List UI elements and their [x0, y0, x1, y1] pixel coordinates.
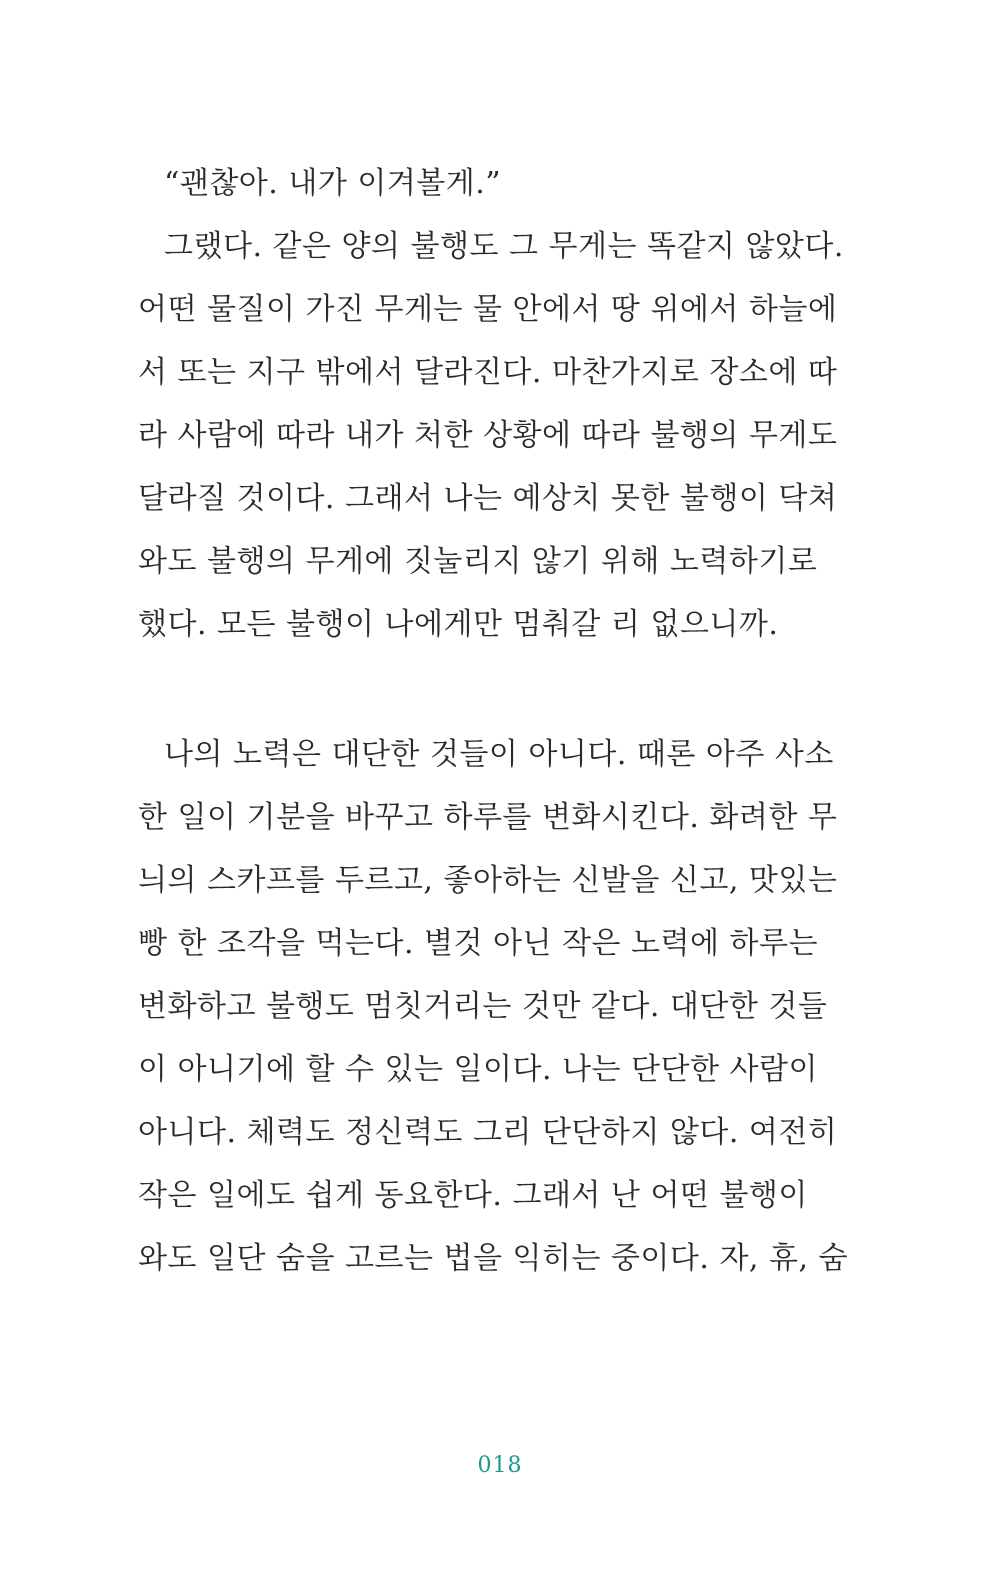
page-number: 018: [477, 1453, 523, 1478]
text-line: “괜찮아. 내가 이겨볼게.”: [164, 166, 502, 201]
text-line: 이 아니기에 할 수 있는 일이다. 나는 단단한 사람이: [138, 1052, 818, 1087]
text-line: 아니다. 체력도 정신력도 그리 단단하지 않다. 여전히: [138, 1115, 838, 1150]
text-line: 와도 일단 숨을 고르는 법을 익히는 중이다. 자, 휴, 숨: [138, 1241, 849, 1276]
text-line: 했다. 모든 불행이 나에게만 멈춰갈 리 없으니까.: [138, 607, 779, 642]
text-line: 그랬다. 같은 양의 불행도 그 무게는 똑같지 않았다.: [164, 229, 844, 264]
text-line: 라 사람에 따라 내가 처한 상황에 따라 불행의 무게도: [138, 418, 838, 453]
paragraph-1: [138, 152, 844, 656]
text-line: 나의 노력은 대단한 것들이 아니다. 때론 아주 사소: [164, 737, 834, 772]
text-line: 와도 불행의 무게에 짓눌리지 않기 위해 노력하기로: [138, 544, 818, 579]
text-line: 한 일이 기분을 바꾸고 하루를 변화시킨다. 화려한 무: [138, 800, 838, 835]
text-line: 서 또는 지구 밖에서 달라진다. 마찬가지로 장소에 따: [138, 355, 838, 390]
text-line: 작은 일에도 쉽게 동요한다. 그래서 난 어떤 불행이: [138, 1178, 808, 1213]
text-line: 달라질 것이다. 그래서 나는 예상치 못한 불행이 닥쳐: [138, 481, 838, 516]
text-line: 빵 한 조각을 먹는다. 별것 아닌 작은 노력에 하루는: [138, 926, 818, 961]
paragraph-2: [138, 723, 849, 1290]
text-line: 변화하고 불행도 멈칫거리는 것만 같다. 대단한 것들: [138, 989, 828, 1024]
text-line: 늬의 스카프를 두르고, 좋아하는 신발을 신고, 맛있는: [138, 863, 838, 898]
text-line: 어떤 물질이 가진 무게는 물 안에서 땅 위에서 하늘에: [138, 292, 838, 327]
